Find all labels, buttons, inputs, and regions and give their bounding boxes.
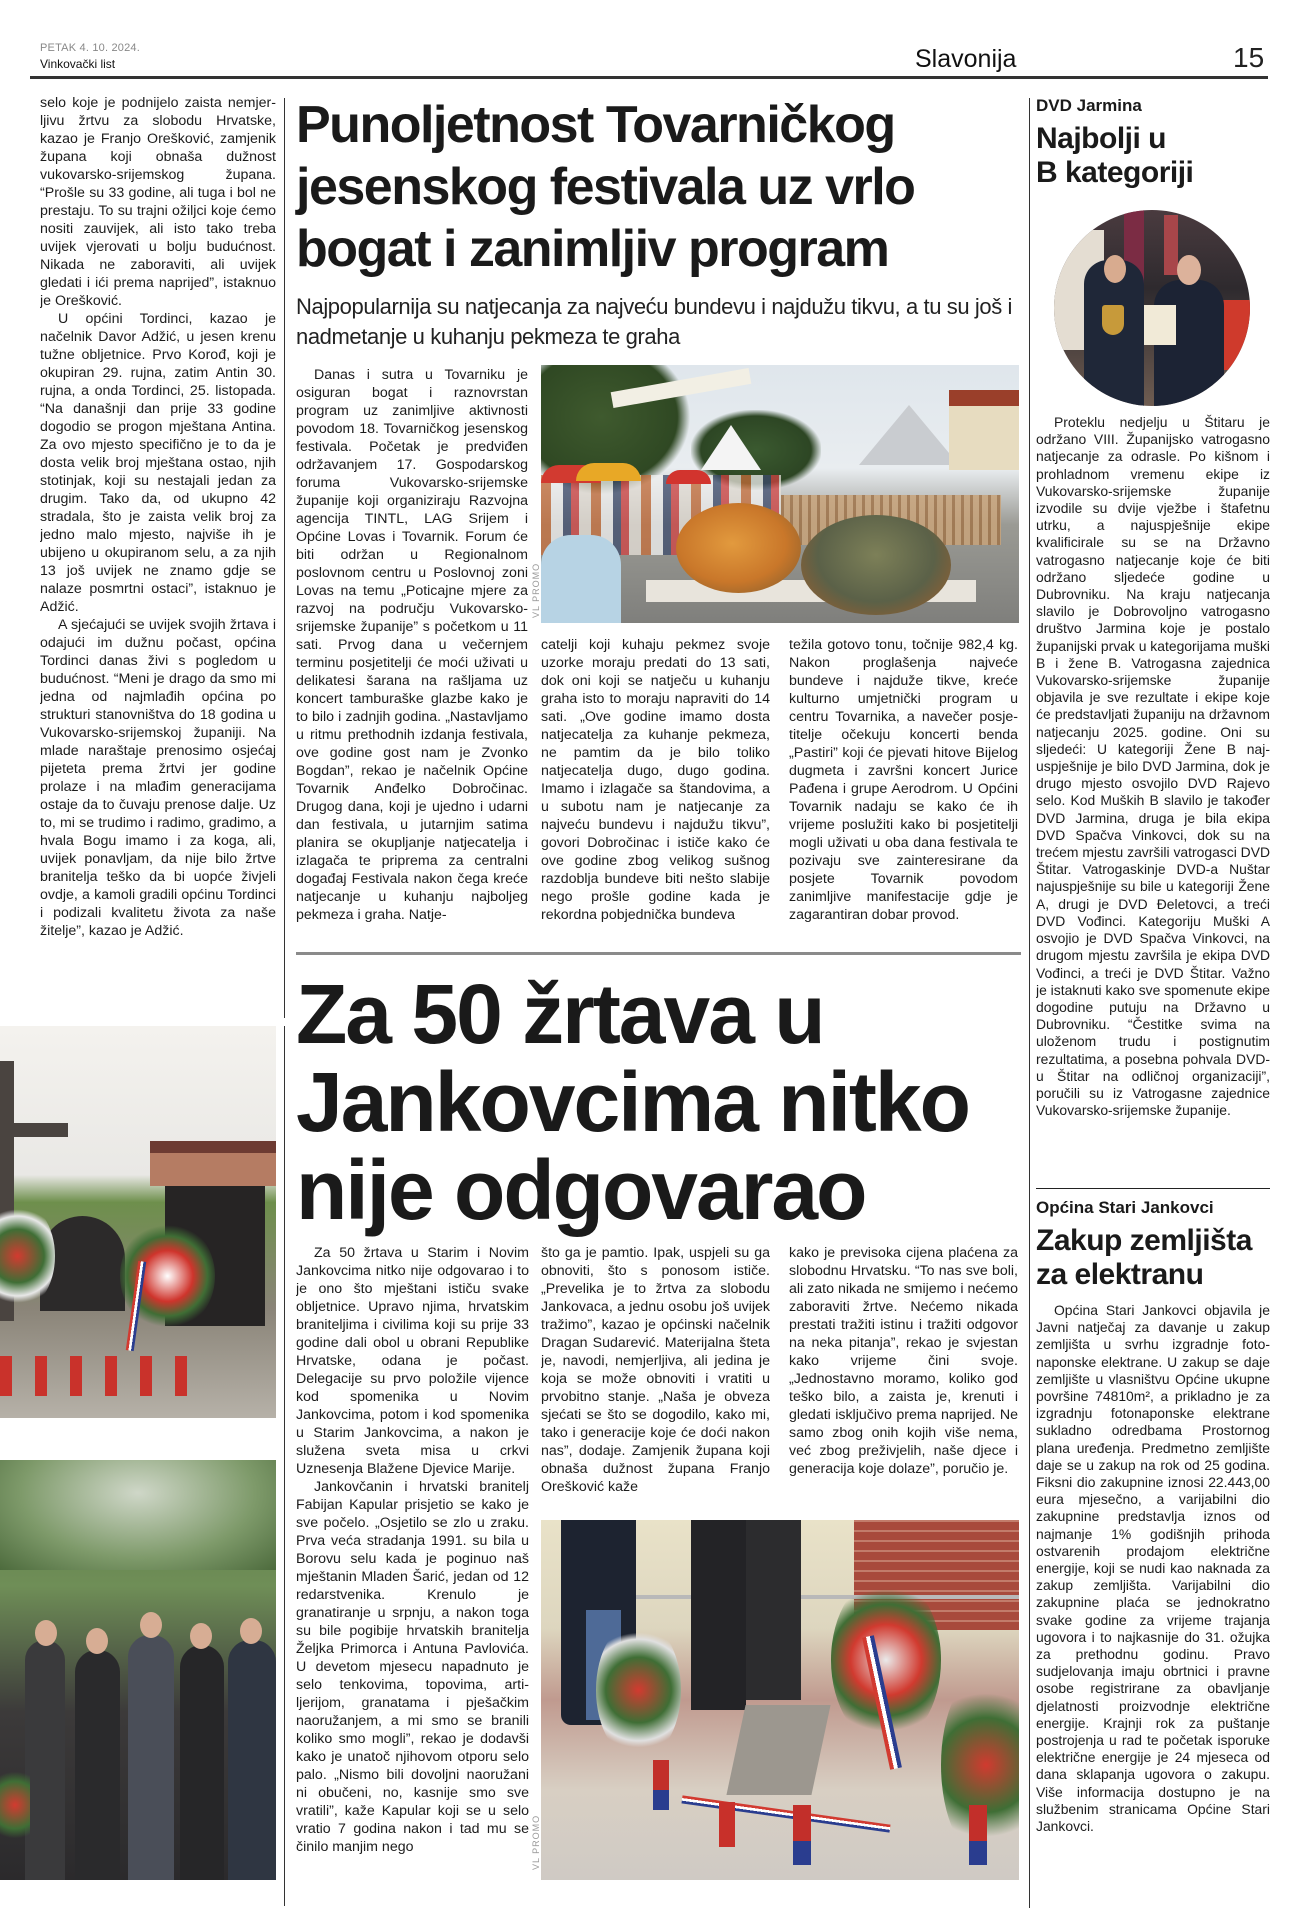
headline-line: Najbolji u xyxy=(1036,122,1166,155)
jankovci-column-3 xyxy=(789,1244,1018,1512)
stari-jankovci-body xyxy=(1036,1302,1270,1908)
paragraph: catelji koji kuhaju pekmez svoje uzorke moraju predati do 13 sati, dok oni koji se natječu u kuhanju graha isto to moraju napraviti do 14 sati. „Ove godine imamo dosta natjecatelja za kuhanje pekmeza, ne pamtim da je bilo toliko natjecatelja dugo, dugo godina. Imamo i izlagače sa štandovima, a u subotu nam je natjecanje za najveću bundevu i najdužu tikvu”, govori Dobročinac i ističe kako će ove godine zbog velikog sušnog razdoblja bundeve biti nešto slabije nego prošle godine kada je rekordna pobjednička bundeva xyxy=(541,637,770,923)
header-rule xyxy=(30,76,1268,79)
paragraph: Za 50 žrtava u Starim i Novim Jankovcima nitko nije odgovarao i to je ono što mještani ističu svake obljetnice. Upravo njima, hrvatskim braniteljima i civilima koji su prije 33 godine dali obol u obrani Republike Hrvatske, odana je počast. Delegacije su prvo položile vijence kod spomenika u Novim Jankovcima, potom i kod spomenika u Starim Jankovcima, a nakon je služena sveta misa u crkvi Uznesenja Blažene Djevice Marije. xyxy=(296,1245,529,1477)
paragraph: težila gotovo tonu, točnije 982,4 kg. Nakon proglašenja najveće bundeve i najduže tikve, kreće kulturno umjetnički program u centru Tovarnika, a navečer posjetitelje očekuju koncerti benda „Pastiri” koji će pjevati hitove Bijelog dugmeta i završni koncert Jurice Pađena i grupe Aerodrom. U Općini Tovarnik nadaju se kako će ih vrijeme poslužiti kako bi posjetitelji mogli uživati u oba dana festivala te pozivaju sve zainteresirane da posjete Tovarnik povodom zanimljive manifestacije gdje je zagarantiran dobar provod. xyxy=(789,637,1018,923)
publication-name: Vinkovački list xyxy=(40,57,116,71)
festival-column-2 xyxy=(541,636,770,946)
left-column-text xyxy=(40,94,276,1020)
paragraph: Danas i sutra u Tovarniku je osiguran bogat i raznovrstan program uz zanimljive aktivnosti povodom 18. Tovarničkog jesenskog festivala. Početak je predviđen održavanjem 17. Gospodarskog foruma Vukovarsko-srijemske županije koji organiziraju Razvojna agencija TINTL, LAG Srijem i Općine Lovas i Tovarnik. Forum će biti održan u Regionalnom poslovnom centru u Poslovnoj zoni Lovas na temu „Poticajne mjere za razvoj na području Vukovarsko-srijemske županije” s početkom u 11 sati. Prvog dana u večernjem terminu posjetitelji će moći uživati u delikatesi šarana na rašljama uz koncert tamburaške glazbe kako je to bilo i zadnjih godina. „Nastavljamo u ritmu prethodnih izdanja festivala, ove godine gost nam je Zvonko Bogdan”, rekao je načelnik Općine Tovarnik Anđelko Dobročinac. Drugog dana, koji je ujedno i udarni dan festivala, u jutarnjim satima planira se okupljanje natjecatelja i izlagača te priprema za centralni događaj Festivala nakon čega kreće natjecanje u kuhanju najboljeg pekmeza i graha. Natje- xyxy=(296,367,528,923)
article-separator xyxy=(1036,1188,1270,1189)
article-separator xyxy=(296,952,1021,955)
headline-line: bogat i zanimljiv program xyxy=(296,220,889,278)
festival-subheadline: Najpopularnija su natjecanja za najveću bundevu i najdužu tikvu, a tu su još i nadmetanje u kuhanju pekmeza te graha xyxy=(296,294,1013,349)
paragraph: Proteklu nedjelju u Štitaru je održano VIII. Županijsko vatrogasno natjecanje za odrasle. Po kišnom i prohladnom vremenu ekipe iz Vukovarsko-srijemske županije izvodile su dvije vježbe i štafetnu utrku, a najuspješnije ekipe kvalificirale su se na Državno vatrogasno natjecanje koje će biti održano sljedeće godine u Dubrovniku. Na kraju natjecanja slavilo je Dobrovoljno vatrogasno društvo Jarmina koje je postalo županijski prvak u kategorijama muški B i žene B. Vatrogasna zajednica Vukovarsko-srijemske županije objavila je sve rezultate i ekipe koje će predstavljati županiju na državnom natjecanju 2025. godine. Oni su sljedeći: U kategoriji Žene B najuspješnije je bilo DVD Jarmina, dok je drugo mjesto osvojilo DVD Rajevo selo. Kod Muških B slavilo je također DVD Jarmina, druga je bila ekipa DVD Spačva Vinkovci, dok su na trećem mjestu završili vatrogasci DVD Štitar. Vatrogaskinje DVD-a Nuštar najuspješnije su bile u kategoriji Žene A, drugi je DVD Đeletovci, a treći DVD Vođinci. Kategoriju Muški A osvojio je DVD Spačva Vinkovci, na drugom mjestu završila je ekipa DVD Vođinci, a treći je DVD Štitar. Važno je istaknuti kako sve spomenute ekipe dogodine putuju na Državno u Dubrovniku. “Čestitke svima na uloženom trudu i postignutim rezultatima, a posebna pohvala DVD-u Štitar na odličnoj organizaciji”, poručili su iz Vatrogasne zajednice Vukovarsko-srijemske županije. xyxy=(1036,414,1270,1119)
column-divider xyxy=(1029,98,1030,1908)
paragraph: U općini Tordinci, kazao je načelnik Davor Adžić, u jesen krenu tužne obljetnice. Prvo Korođ, koji je okupiran 29. rujna, zatim Antin 30. rujna, a onda Tordinci, 25. listopada. “Na današnji dan prije 33 godine dogodio se progon mještana Antina. Za ovo mjesto specifično je to da je dosta velik broj mještana ostao, njih stotinjak, koji su nestajali jedan za drugim. Tako da, od ukupno 42 stradala, što je zaista velik broj za jedno malo mjesto, najviše ih je ubijeno u okupiranom selu, a za njih 13 još uvijek ne znamo gdje se nalaze posmrtni ostaci”, istaknuo je Adžić. xyxy=(40,311,276,615)
jankovci-column-2 xyxy=(541,1244,770,1512)
headline-line: Punoljetnost Tovarničkog xyxy=(296,96,895,154)
pumpkin-festival-photo xyxy=(541,365,1019,623)
jankovci-column-1 xyxy=(296,1244,529,1906)
dvd-headline xyxy=(1036,122,1276,190)
section-title: Slavonija xyxy=(915,45,1017,73)
festival-headline xyxy=(296,94,1026,280)
festival-column-3 xyxy=(789,636,1018,946)
headline-line: Zakup zemljišta xyxy=(1036,1224,1252,1257)
festival-column-1 xyxy=(296,366,528,946)
jankovci-headline xyxy=(296,967,1026,1237)
commemoration-crowd-photo xyxy=(0,1460,276,1880)
headline-line: za elektranu xyxy=(1036,1258,1204,1291)
photo-credit: VL PROMO xyxy=(531,562,541,618)
page-number: 15 xyxy=(1233,42,1265,73)
stari-jankovci-headline xyxy=(1036,1224,1276,1292)
memorial-photo xyxy=(0,1026,276,1418)
paragraph: što ga je pamtio. Ipak, uspjeli su ga obnoviti, što s ponosom ističe. „Prevelika je to žrtva za slobodu Jankovaca, a jednu osobu još uvijek tražimo”, kazao je općinski načelnik Dragan Sudarević. Materijalna šteta je, navodi, nemjerljiva, ali jedina je koja se može obnoviti i vratiti u prvobitno stanje. „Naša je obveza sjećati se što se dogodilo, kako mi, tako i generacije koje će doći nakon nas”, dodaje. Zamjenik župana koji obnaša dužnost župana Franjo Orešković kaže xyxy=(541,1245,770,1495)
headline-line: B kategoriji xyxy=(1036,156,1194,189)
headline-line: Jankovcima nitko xyxy=(296,1055,969,1149)
memorial-plaque-photo xyxy=(541,1520,1019,1880)
photo-credit: VL PROMO xyxy=(531,1814,541,1870)
headline-line: nije odgovarao xyxy=(296,1143,866,1237)
paragraph: selo koje je podnijelo zaista nemjerljivu žrtvu za slobodu Hrvatske, kazao je Franjo Orešković, zamjenik župana koji obnaša dužnost vukovarsko-srijemskog župana. “Prošle su 33 godine, ali tuga i bol ne prestaju. To su trajni ožiljci koje ćemo nositi zauvijek, ali isto tako treba uvijek vjerovati u bolju budućnost. Nikada ne zaboraviti, ali uvijek gledati i ići prema naprijed”, istaknuo je Orešković. xyxy=(40,95,276,309)
paragraph: Općina Stari Jankovci objavila je Javni natječaj za davanje u zakup zemljišta u svrhu izgradnje fotonaponske elektrane. U zakup se daje zemljište u vlasništvu Općine ukupne površine 74810m², a prikladno je za izgradnju fotonaponske elektrane sukladno odredbama Prostornog plana uređenja. Predmetno zemljište daje se u zakup na rok od 25 godina. Fiksni dio zakupnine iznosi 22.443,00 eura mjesečno, a varijabilni dio zakupnine predstavlja iznos od najmanje 1% godišnjih prihoda ostvarenih prodajom električne energije, koji se nudi kao naknada za zakup zemljišta. Varijabilni dio zakupnine plaća se jednokratno svake godine za vrijeme trajanja ugovora i to najkasnije do 31. ožujka za prethodnu godinu. Pravo sudjelovanja imaju obrtnici i pravne osobe registrirane za obavljanje djelatnosti proizvodnje električne energije. Krajnji rok za puštanje postrojenja u rad te početak isporuke električne energije je 24 mjeseca od dana sklapanja ugovora o zakupu. Više informacija dostupno je na službenim stranicama Općine Stari Jankovci. xyxy=(1036,1302,1270,1835)
headline-line: jesenskog festivala uz vrlo xyxy=(296,158,915,216)
stari-jankovci-kicker: Općina Stari Jankovci xyxy=(1036,1198,1214,1217)
paragraph: kako je previsoka cijena plaćena za slobodnu Hrvatsku. “To nas sve boli, ali zato nikada ne smijemo i nećemo zaboraviti žrtve. Nećemo nikada prestati tražiti istinu i tražiti odgovor na neka pitanja”, rekao je svjestan kako vrijeme čini svoje. „Jednostavno moramo, koliko god teško bilo, a zaista je, krenuti i gledati isključivo prema naprijed. Ne samo zbog onih kojih više nema, već zbog preživjelih, naše djece i generacija koje dolaze”, poručio je. xyxy=(789,1245,1018,1477)
issue-date: PETAK 4. 10. 2024. xyxy=(40,42,141,54)
dvd-kicker: DVD Jarmina xyxy=(1036,96,1142,115)
paragraph: A sjećajući se uvijek svojih žrtava i odajući im dužnu počast, općina Tordinci danas živi s pogledom u budućnost. “Meni je drago da smo mi jedna od najmlađih općina po strukturi stanovništva do 18 godina u Vukovarsko-srijemskoj županiji. Na mlade naraštaje prenosimo osjećaj pijeteta prema žrtvi jer godine prolaze i na mlađim generacijama ostaje da to čuvaju prenose dalje. Uz to, mi se trudimo i radimo, gradimo, a hvala Bogu imamo i za koga, ali, uvijek ponavljam, da nije bilo žrtve branitelja teško da bi uopće živjeli ovdje, a kamoli gradili općinu Tordinci i podizali kvalitetu života za naše žitelje”, kazao je Adžić. xyxy=(40,617,276,939)
headline-line: Za 50 žrtava u xyxy=(296,967,824,1061)
paragraph: Jankovčanin i hrvatski branitelj Fabijan Kapular prisjetio se kako je sve počelo. „Osjetilo se zlo u zraku. Prva veća stradanja 1991. su bila u Borovu selu kada je poginuo naš mještanin Mladen Šarić, jedan od 12 redarstvenika. Krenulo je granatiranje u srpnju, a nakon toga su bile pogibije hrvatskih branitelja Željka Primorca i Antuna Pavlovića. U devetom mjesecu napadnuto je selo tenkovima, topovima, artiljerijom, granatama i pješačkim naoružanjem, a mi smo se branili koliko smo mogli”, rekao je dodavši kako je unatoč njihovom otporu selo palo. „Nismo bili dovoljni naoružani ni obučeni, no, kasnije smo sve vratili”, kaže Kapular koji se u selo vratio 7 godina nakon i tad mu se činilo manjim nego xyxy=(296,1479,529,1855)
column-divider xyxy=(284,1026,285,1906)
dvd-body xyxy=(1036,414,1270,1182)
column-divider xyxy=(284,98,285,1018)
award-photo xyxy=(1054,210,1250,406)
